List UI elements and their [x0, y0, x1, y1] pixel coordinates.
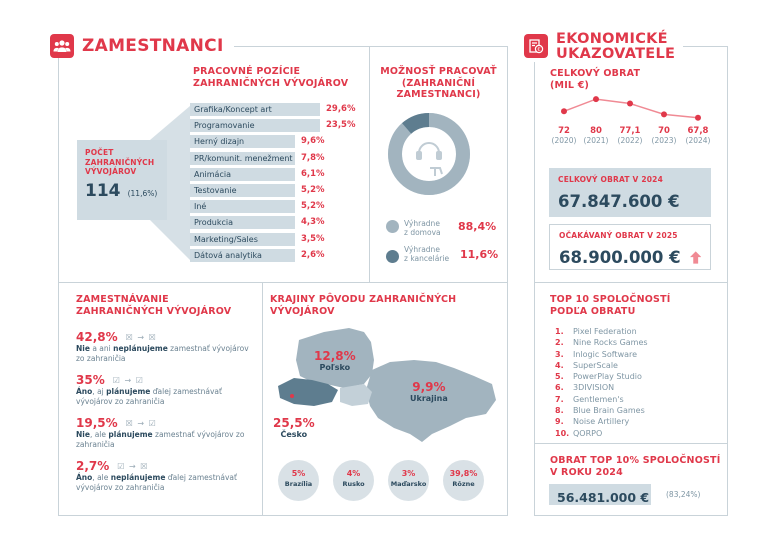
econ-frame-top — [680, 46, 728, 47]
econ-frame-left — [534, 46, 535, 516]
remote-title: MOŽNOSŤ PRACOVAŤ (ZAHRANIČNÍ ZAMESTNANCI) — [380, 66, 497, 100]
position-bar-value: 2,6% — [301, 249, 325, 260]
hiring-pct: 19,5% — [76, 416, 118, 430]
position-bar: Programovanie — [190, 119, 320, 132]
company-item: 9. Noise Artillery — [555, 417, 630, 427]
total-turnover-label: CELKOVÝ OBRAT V 2024 — [558, 175, 664, 184]
euro-document-icon — [524, 34, 548, 58]
top10-list — [555, 326, 648, 439]
frame-mid-h — [58, 282, 507, 283]
expected-turnover-value: 68.900.000 € — [559, 247, 681, 267]
poland-name: Poľsko — [319, 363, 351, 372]
position-bar-value: 4,3% — [301, 217, 325, 228]
poland-pct: 12,8% — [314, 349, 356, 363]
company-item: 10. QORPO — [555, 428, 603, 438]
position-bar: Grafika/Koncept art — [190, 103, 320, 116]
map-label-poland — [314, 349, 356, 372]
employees-header — [50, 34, 234, 58]
turnover-label: 70 (2023) — [651, 126, 677, 145]
position-bar-value: 9,6% — [301, 136, 325, 147]
econ-frame-right — [727, 46, 728, 516]
arrow-up-icon — [690, 250, 701, 265]
dev-count-label: POČET ZAHRANIČNÝCH VÝVOJÁROV — [85, 148, 155, 176]
map-label-ukraine — [410, 380, 448, 403]
frame-mid-v2 — [262, 282, 263, 515]
countries-title: KRAJINY PÔVODU ZAHRANIČNÝCH VÝVOJÁROV — [270, 294, 457, 317]
hiring-item — [76, 330, 256, 364]
country-circle: 4% Rusko — [333, 460, 374, 501]
position-bar: Animácia — [190, 168, 295, 181]
office-legend-label: Výhradne z kancelárie — [404, 245, 450, 263]
position-bar-value: 7,8% — [301, 152, 325, 163]
position-bar-value: 5,2% — [301, 185, 325, 195]
turnover-label: 77,1 (2022) — [617, 126, 643, 145]
share-value-box — [549, 484, 651, 505]
ukraine-name: Ukrajina — [410, 394, 448, 403]
positions-title: PRACOVNÉ POZÍCIE ZAHRANIČNÝCH VÝVOJÁROV — [193, 66, 349, 89]
ukraine-pct: 9,9% — [412, 380, 446, 394]
turnover-chart — [548, 92, 718, 126]
total-turnover-value: 67.847.600 € — [558, 191, 680, 211]
total-turnover-box — [549, 168, 711, 217]
hiring-item — [76, 373, 256, 407]
hiring-title: ZAMESTNÁVANIE ZAHRANIČNÝCH VÝVOJÁROV — [76, 294, 232, 317]
country-circle: 5% Brazília — [278, 460, 319, 501]
hiring-text: Nie a ani neplánujeme zamestnať vývojárov zo zahraničia — [76, 344, 249, 363]
share-value: 56.481.000 € — [557, 490, 650, 505]
czechia-pct: 25,5% — [273, 416, 315, 430]
hiring-text: Nie, ale plánujeme zamestnať vývojárov zo zahraničia — [76, 430, 245, 449]
office-legend-dot — [386, 250, 399, 263]
position-bar: Marketing/Sales — [190, 233, 295, 246]
home-legend-label: Výhradne z domova — [404, 219, 441, 237]
company-item: 5. PowerPlay Studio — [555, 372, 642, 382]
position-bar: Iné — [190, 200, 295, 213]
company-item: 2. Nine Rocks Games — [555, 338, 648, 348]
econ-divider-1 — [534, 282, 728, 283]
econ-title: EKONOMICKÉ UKAZOVATELE — [556, 31, 676, 62]
dev-count-value: 114 — [85, 180, 121, 201]
company-item: 6. 3DIVISION — [555, 383, 615, 393]
expected-turnover-label: OČAKÁVANÝ OBRAT V 2025 — [559, 231, 678, 240]
econ-divider-2 — [534, 443, 728, 444]
position-bar-value: 29,6% — [326, 104, 356, 114]
company-item: 4. SuperScale — [555, 360, 618, 370]
dev-count-pct: (11,6%) — [127, 188, 158, 198]
position-bar-value: 23,5% — [326, 120, 356, 131]
office-legend-value: 11,6% — [460, 248, 499, 261]
turnover-label: 80 (2021) — [583, 126, 609, 145]
checkbox-arrow-icon: ☑ → ☑ — [112, 375, 144, 385]
econ-header — [524, 32, 683, 62]
company-item: 7. Gentlemen's — [555, 394, 624, 404]
czechia-marker — [290, 394, 294, 398]
turnover-point — [561, 108, 567, 114]
home-legend-dot — [386, 220, 399, 233]
turnover-title: CELKOVÝ OBRAT (MIL €) — [550, 68, 641, 91]
company-item: 3. Inlogic Software — [555, 349, 638, 359]
position-bar: Testovanie — [190, 184, 295, 197]
company-item: 8. Blue Brain Games — [555, 406, 645, 416]
czechia-name: Česko — [280, 430, 308, 439]
checkbox-arrow-icon: ☑ → ☒ — [117, 461, 149, 471]
position-bar: Dátová analytika — [190, 249, 295, 262]
dev-count-box — [77, 140, 167, 220]
checkbox-arrow-icon: ☒ → ☑ — [125, 418, 157, 428]
hiring-text: Áno, aj plánujeme ďalej zamestnávať vývojárov zo zahraničia — [76, 387, 222, 406]
turnover-point — [661, 111, 667, 117]
hiring-pct: 42,8% — [76, 330, 118, 344]
turnover-label: 72 (2020) — [551, 126, 577, 145]
position-bar-value: 3,5% — [301, 233, 325, 244]
turnover-point — [695, 115, 701, 121]
position-bar: Produkcia — [190, 216, 295, 229]
headset-desk-icon — [417, 143, 442, 176]
hiring-text: Áno, ale neplánujeme ďalej zamestnávať vývojárov zo zahraničia — [76, 473, 237, 492]
position-bar-value: 5,2% — [301, 201, 325, 212]
checkbox-arrow-icon: ☒ → ☒ — [125, 332, 157, 342]
map-label-czechia — [273, 416, 315, 439]
employees-title: ZAMESTNANCI — [82, 36, 224, 56]
hiring-pct: 35% — [76, 373, 105, 387]
frame-left — [58, 46, 59, 516]
turnover-label: 67,8 (2024) — [685, 126, 711, 145]
top10-title: TOP 10 SPOLOČNOSTÍ PODĽA OBRATU — [550, 294, 671, 317]
hiring-item — [76, 459, 256, 493]
frame-right — [507, 46, 508, 516]
expected-turnover-box — [549, 224, 711, 270]
people-icon — [50, 34, 74, 58]
country-circle: 39,8% Rôzne — [443, 460, 484, 501]
share-pct: (83,24%) — [666, 490, 701, 499]
svg-text:€: € — [537, 47, 541, 53]
frame-bottom — [58, 515, 507, 516]
map-slovakia — [340, 384, 372, 406]
turnover-point — [593, 96, 599, 102]
company-item: 1. Pixel Federation — [555, 327, 637, 336]
hiring-pct: 2,7% — [76, 459, 110, 473]
econ-frame-bottom — [534, 515, 728, 516]
donut-home-arc — [395, 120, 463, 188]
remote-donut — [386, 111, 472, 197]
position-bar-value: 6,1% — [301, 168, 325, 179]
frame-top-rule — [216, 46, 507, 47]
turnover-point — [627, 101, 633, 107]
country-circle: 3% Maďarsko — [388, 460, 429, 501]
home-legend-value: 88,4% — [458, 220, 497, 233]
share-title: OBRAT TOP 10% SPOLOČNOSTÍ V ROKU 2024 — [550, 455, 721, 478]
position-bar: PR/komunit. menežment — [190, 152, 295, 165]
hiring-item — [76, 416, 256, 450]
position-bar: Herný dizajn — [190, 135, 295, 148]
